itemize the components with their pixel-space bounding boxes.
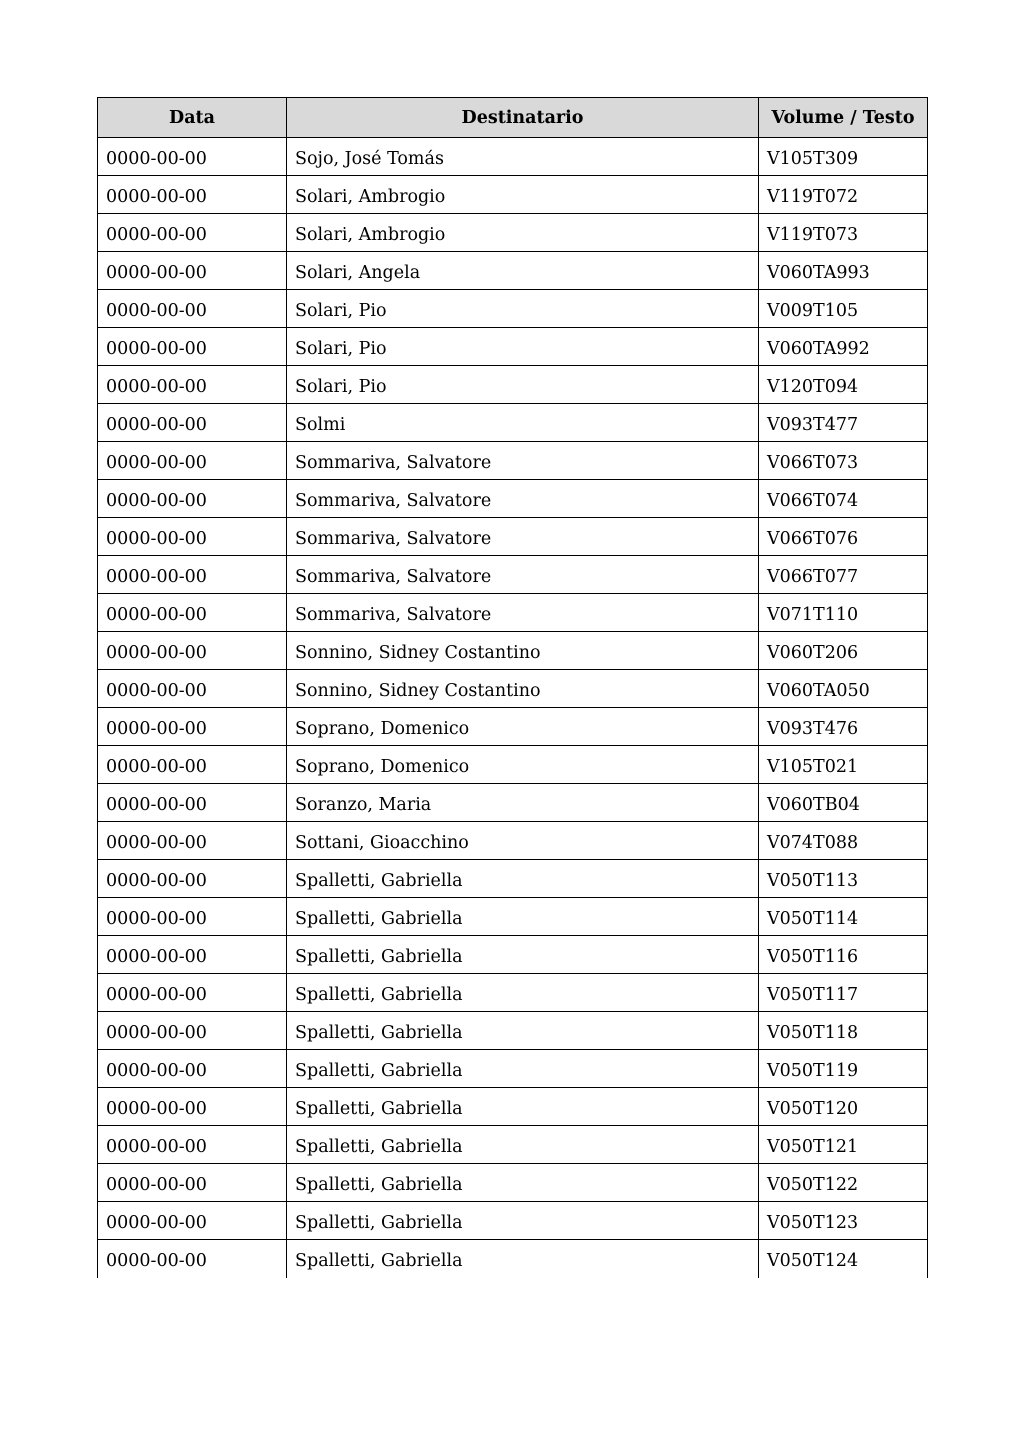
table-body	[98, 138, 928, 1278]
table-row	[98, 1126, 928, 1164]
table-row	[98, 1012, 928, 1050]
table-row	[98, 366, 928, 404]
table-row	[98, 784, 928, 822]
cell-date: 0000-00-00	[98, 1126, 287, 1164]
cell-date: 0000-00-00	[98, 366, 287, 404]
table-row	[98, 480, 928, 518]
table-row	[98, 442, 928, 480]
cell-date: 0000-00-00	[98, 860, 287, 898]
table-row	[98, 1088, 928, 1126]
cell-volume-text: V050T121	[759, 1126, 928, 1164]
table-row	[98, 290, 928, 328]
cell-date: 0000-00-00	[98, 138, 287, 176]
cell-volume-text: V119T072	[759, 176, 928, 214]
cell-date: 0000-00-00	[98, 1088, 287, 1126]
table-row	[98, 328, 928, 366]
cell-date: 0000-00-00	[98, 556, 287, 594]
cell-volume-text: V060TB04	[759, 784, 928, 822]
cell-recipient: Sommariva, Salvatore	[287, 594, 759, 632]
cell-recipient: Spalletti, Gabriella	[287, 1202, 759, 1240]
table-row	[98, 860, 928, 898]
cell-volume-text: V050T124	[759, 1240, 928, 1278]
cell-recipient: Spalletti, Gabriella	[287, 1240, 759, 1278]
cell-volume-text: V050T113	[759, 860, 928, 898]
cell-volume-text: V119T073	[759, 214, 928, 252]
cell-date: 0000-00-00	[98, 518, 287, 556]
cell-volume-text: V050T117	[759, 974, 928, 1012]
table-row	[98, 556, 928, 594]
cell-recipient: Spalletti, Gabriella	[287, 898, 759, 936]
cell-volume-text: V060TA992	[759, 328, 928, 366]
table-row	[98, 898, 928, 936]
cell-volume-text: V050T116	[759, 936, 928, 974]
cell-recipient: Solari, Ambrogio	[287, 214, 759, 252]
cell-volume-text: V105T309	[759, 138, 928, 176]
table-row	[98, 1164, 928, 1202]
letters-table	[97, 97, 928, 1278]
cell-recipient: Sonnino, Sidney Costantino	[287, 670, 759, 708]
table-row	[98, 670, 928, 708]
cell-recipient: Solari, Angela	[287, 252, 759, 290]
cell-date: 0000-00-00	[98, 746, 287, 784]
table-row	[98, 1202, 928, 1240]
cell-date: 0000-00-00	[98, 1012, 287, 1050]
cell-date: 0000-00-00	[98, 1050, 287, 1088]
cell-date: 0000-00-00	[98, 328, 287, 366]
cell-volume-text: V105T021	[759, 746, 928, 784]
column-header-destinatario: Destinatario	[287, 98, 759, 138]
cell-date: 0000-00-00	[98, 936, 287, 974]
cell-recipient: Spalletti, Gabriella	[287, 1126, 759, 1164]
cell-date: 0000-00-00	[98, 252, 287, 290]
cell-volume-text: V050T120	[759, 1088, 928, 1126]
table-row	[98, 594, 928, 632]
table-header-row	[98, 98, 928, 138]
table-row	[98, 632, 928, 670]
cell-recipient: Spalletti, Gabriella	[287, 974, 759, 1012]
table-row	[98, 404, 928, 442]
table-row	[98, 518, 928, 556]
cell-recipient: Sottani, Gioacchino	[287, 822, 759, 860]
table-row	[98, 1050, 928, 1088]
cell-volume-text: V009T105	[759, 290, 928, 328]
cell-recipient: Sommariva, Salvatore	[287, 442, 759, 480]
cell-recipient: Solari, Pio	[287, 328, 759, 366]
table-row	[98, 214, 928, 252]
cell-date: 0000-00-00	[98, 974, 287, 1012]
cell-volume-text: V074T088	[759, 822, 928, 860]
cell-recipient: Soprano, Domenico	[287, 746, 759, 784]
cell-volume-text: V060TA993	[759, 252, 928, 290]
table-row	[98, 708, 928, 746]
cell-date: 0000-00-00	[98, 1202, 287, 1240]
cell-date: 0000-00-00	[98, 214, 287, 252]
cell-recipient: Solari, Pio	[287, 366, 759, 404]
cell-date: 0000-00-00	[98, 822, 287, 860]
cell-volume-text: V093T477	[759, 404, 928, 442]
cell-volume-text: V050T122	[759, 1164, 928, 1202]
table-row	[98, 974, 928, 1012]
cell-recipient: Solari, Ambrogio	[287, 176, 759, 214]
cell-volume-text: V050T118	[759, 1012, 928, 1050]
cell-volume-text: V093T476	[759, 708, 928, 746]
cell-volume-text: V066T074	[759, 480, 928, 518]
cell-recipient: Spalletti, Gabriella	[287, 860, 759, 898]
cell-recipient: Spalletti, Gabriella	[287, 1164, 759, 1202]
table-row	[98, 746, 928, 784]
cell-volume-text: V071T110	[759, 594, 928, 632]
cell-date: 0000-00-00	[98, 632, 287, 670]
cell-recipient: Spalletti, Gabriella	[287, 1012, 759, 1050]
cell-recipient: Spalletti, Gabriella	[287, 1088, 759, 1126]
cell-volume-text: V066T076	[759, 518, 928, 556]
cell-date: 0000-00-00	[98, 480, 287, 518]
column-header-data: Data	[98, 98, 287, 138]
cell-volume-text: V066T073	[759, 442, 928, 480]
table-row	[98, 936, 928, 974]
cell-recipient: Solari, Pio	[287, 290, 759, 328]
cell-date: 0000-00-00	[98, 670, 287, 708]
table-row	[98, 252, 928, 290]
cell-date: 0000-00-00	[98, 1240, 287, 1278]
table-row	[98, 138, 928, 176]
cell-volume-text: V050T123	[759, 1202, 928, 1240]
cell-recipient: Solmi	[287, 404, 759, 442]
cell-date: 0000-00-00	[98, 784, 287, 822]
table-row	[98, 1240, 928, 1278]
cell-volume-text: V050T119	[759, 1050, 928, 1088]
cell-recipient: Spalletti, Gabriella	[287, 1050, 759, 1088]
cell-recipient: Soprano, Domenico	[287, 708, 759, 746]
cell-volume-text: V060T206	[759, 632, 928, 670]
cell-recipient: Sonnino, Sidney Costantino	[287, 632, 759, 670]
cell-recipient: Sommariva, Salvatore	[287, 518, 759, 556]
cell-date: 0000-00-00	[98, 594, 287, 632]
column-header-volume-testo: Volume / Testo	[759, 98, 928, 138]
cell-date: 0000-00-00	[98, 898, 287, 936]
cell-date: 0000-00-00	[98, 708, 287, 746]
cell-volume-text: V050T114	[759, 898, 928, 936]
cell-date: 0000-00-00	[98, 176, 287, 214]
cell-recipient: Sommariva, Salvatore	[287, 556, 759, 594]
table-row	[98, 822, 928, 860]
cell-recipient: Sommariva, Salvatore	[287, 480, 759, 518]
cell-recipient: Soranzo, Maria	[287, 784, 759, 822]
cell-date: 0000-00-00	[98, 442, 287, 480]
cell-recipient: Sojo, José Tomás	[287, 138, 759, 176]
cell-date: 0000-00-00	[98, 290, 287, 328]
cell-date: 0000-00-00	[98, 1164, 287, 1202]
cell-volume-text: V066T077	[759, 556, 928, 594]
table-row	[98, 176, 928, 214]
cell-date: 0000-00-00	[98, 404, 287, 442]
cell-recipient: Spalletti, Gabriella	[287, 936, 759, 974]
cell-volume-text: V120T094	[759, 366, 928, 404]
cell-volume-text: V060TA050	[759, 670, 928, 708]
